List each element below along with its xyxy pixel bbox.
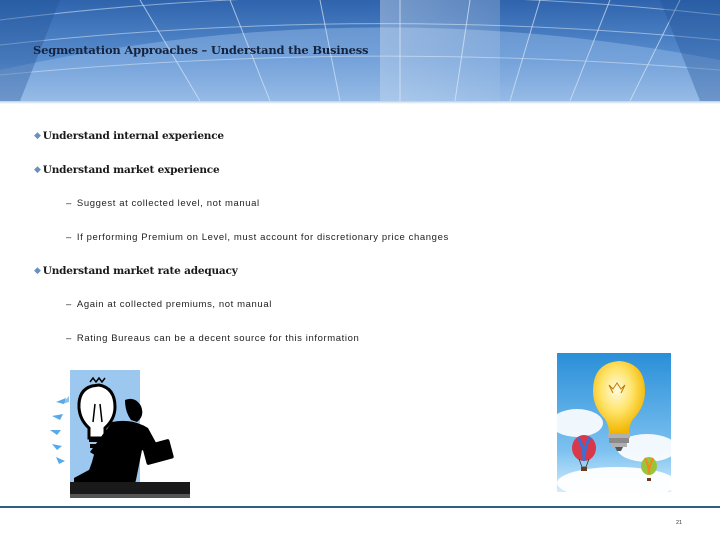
dash-bullet-icon: – [66,198,72,209]
bullet-item [34,265,238,277]
sub-item-text: Again at collected premiums, not manual [76,299,272,310]
bullet-item [34,130,224,142]
sub-item [66,198,260,209]
sub-item [66,333,359,344]
sub-item [66,299,272,310]
bullet-text: Understand market rate adequacy [42,265,238,277]
dash-bullet-icon: – [66,299,72,310]
bullet-text: Understand market experience [42,164,220,176]
diamond-bullet-icon: ◆ [34,131,41,141]
bullet-item [34,164,219,176]
diamond-bullet-icon: ◆ [34,266,41,276]
sub-item-text: Suggest at collected level, not manual [76,198,260,209]
sub-item-text: If performing Premium on Level, must account for discretionary price changes [76,232,449,243]
slide-title: Segmentation Approaches – Understand the Business [33,43,369,57]
lightbulb-balloons-clipart [557,353,671,492]
footer-divider [0,506,720,508]
dash-bullet-icon: – [66,333,72,344]
page-number: 21 [676,520,683,526]
dash-bullet-icon: – [66,232,72,243]
diamond-bullet-icon: ◆ [34,165,41,175]
sub-item-text: Rating Bureaus can be a decent source for this information [76,333,360,344]
businessman-lightbulb-clipart [40,364,190,504]
sub-item [66,232,449,243]
bullet-text: Understand internal experience [42,130,224,142]
